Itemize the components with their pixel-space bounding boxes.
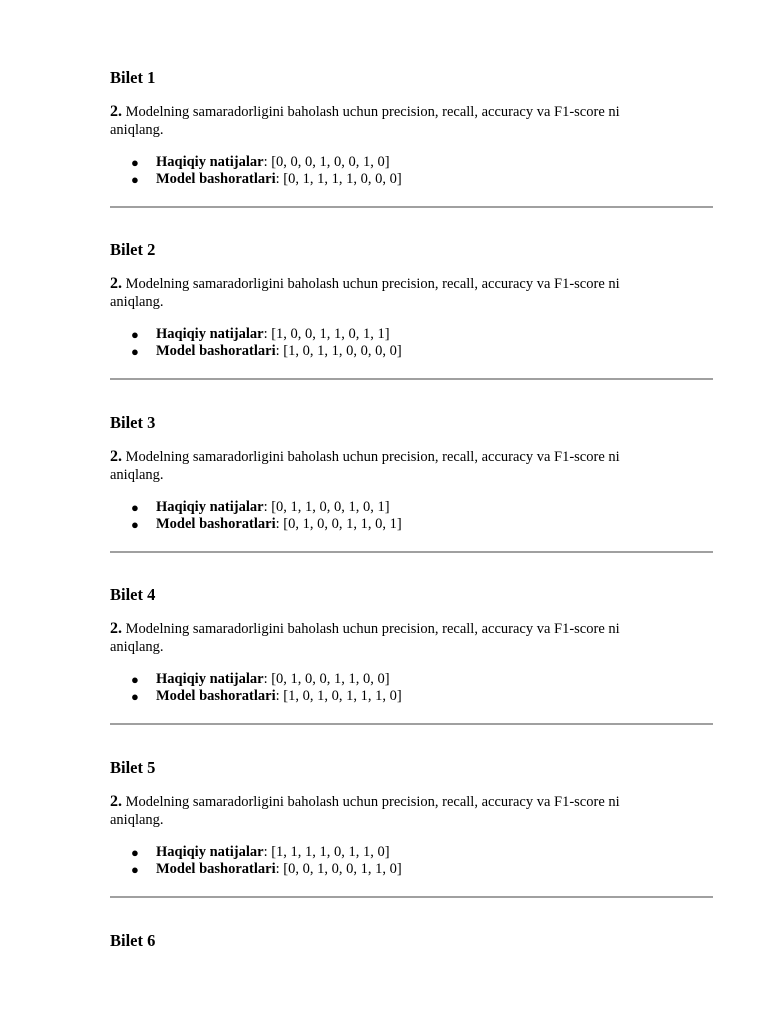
list-item-predicted (110, 688, 402, 705)
divider (110, 551, 713, 553)
ticket-title: Bilet 6 (110, 931, 156, 950)
divider (110, 378, 713, 380)
task-description (110, 448, 670, 484)
task-text: Modelning samaradorligini baholash uchun precision, recall, accuracy va F1-score ni aniqlang. (110, 449, 620, 483)
task-description (110, 620, 670, 656)
bullet-icon: ● (131, 500, 139, 515)
bullet-icon: ● (131, 689, 139, 704)
list-item-predicted (110, 516, 402, 533)
list-item-actual (110, 844, 402, 861)
actual-values: : [0, 0, 0, 1, 0, 0, 1, 0] (263, 154, 390, 170)
data-list (110, 671, 402, 705)
task-description (110, 103, 670, 139)
task-text: Modelning samaradorligini baholash uchun precision, recall, accuracy va F1-score ni aniqlang. (110, 104, 620, 138)
bullet-icon: ● (131, 845, 139, 860)
ticket-title: Bilet 5 (110, 758, 156, 777)
task-text: Modelning samaradorligini baholash uchun precision, recall, accuracy va F1-score ni aniqlang. (110, 621, 620, 655)
bullet-icon: ● (131, 155, 139, 170)
actual-label: Haqiqiy natijalar (156, 499, 264, 515)
predicted-values: : [1, 0, 1, 1, 0, 0, 0, 0] (275, 343, 402, 359)
task-description (110, 793, 670, 829)
list-item-actual (110, 326, 402, 343)
divider (110, 723, 713, 725)
actual-label: Haqiqiy natijalar (156, 844, 264, 860)
actual-values: : [0, 1, 1, 0, 0, 1, 0, 1] (263, 499, 390, 515)
ticket-title: Bilet 1 (110, 68, 156, 87)
ticket-title: Bilet 3 (110, 413, 156, 432)
predicted-values: : [0, 1, 1, 1, 1, 0, 0, 0] (275, 171, 402, 187)
bullet-icon: ● (131, 344, 139, 359)
task-number: 2. (110, 103, 122, 120)
predicted-values: : [0, 0, 1, 0, 0, 1, 1, 0] (275, 861, 402, 877)
task-number: 2. (110, 448, 122, 465)
actual-label: Haqiqiy natijalar (156, 154, 264, 170)
task-text: Modelning samaradorligini baholash uchun precision, recall, accuracy va F1-score ni aniqlang. (110, 276, 620, 310)
data-list (110, 844, 402, 878)
predicted-values: : [0, 1, 0, 0, 1, 1, 0, 1] (275, 516, 402, 532)
predicted-label: Model bashoratlari (156, 516, 276, 532)
predicted-values: : [1, 0, 1, 0, 1, 1, 1, 0] (275, 688, 402, 704)
bullet-icon: ● (131, 672, 139, 687)
bullet-icon: ● (131, 327, 139, 342)
task-number: 2. (110, 275, 122, 292)
actual-values: : [0, 1, 0, 0, 1, 1, 0, 0] (263, 671, 390, 687)
ticket-title: Bilet 2 (110, 240, 156, 259)
predicted-label: Model bashoratlari (156, 343, 276, 359)
divider (110, 206, 713, 208)
predicted-label: Model bashoratlari (156, 171, 276, 187)
bullet-icon: ● (131, 172, 139, 187)
task-number: 2. (110, 620, 122, 637)
actual-values: : [1, 0, 0, 1, 1, 0, 1, 1] (263, 326, 390, 342)
list-item-predicted (110, 343, 402, 360)
predicted-label: Model bashoratlari (156, 688, 276, 704)
list-item-actual (110, 499, 402, 516)
divider (110, 896, 713, 898)
data-list (110, 499, 402, 533)
bullet-icon: ● (131, 862, 139, 877)
list-item-actual (110, 671, 402, 688)
list-item-actual (110, 154, 402, 171)
data-list (110, 326, 402, 360)
list-item-predicted (110, 861, 402, 878)
task-description (110, 275, 670, 311)
predicted-label: Model bashoratlari (156, 861, 276, 877)
actual-values: : [1, 1, 1, 1, 0, 1, 1, 0] (263, 844, 390, 860)
task-text: Modelning samaradorligini baholash uchun precision, recall, accuracy va F1-score ni aniqlang. (110, 794, 620, 828)
actual-label: Haqiqiy natijalar (156, 326, 264, 342)
list-item-predicted (110, 171, 402, 188)
bullet-icon: ● (131, 517, 139, 532)
data-list (110, 154, 402, 188)
actual-label: Haqiqiy natijalar (156, 671, 264, 687)
ticket-title: Bilet 4 (110, 585, 156, 604)
task-number: 2. (110, 793, 122, 810)
